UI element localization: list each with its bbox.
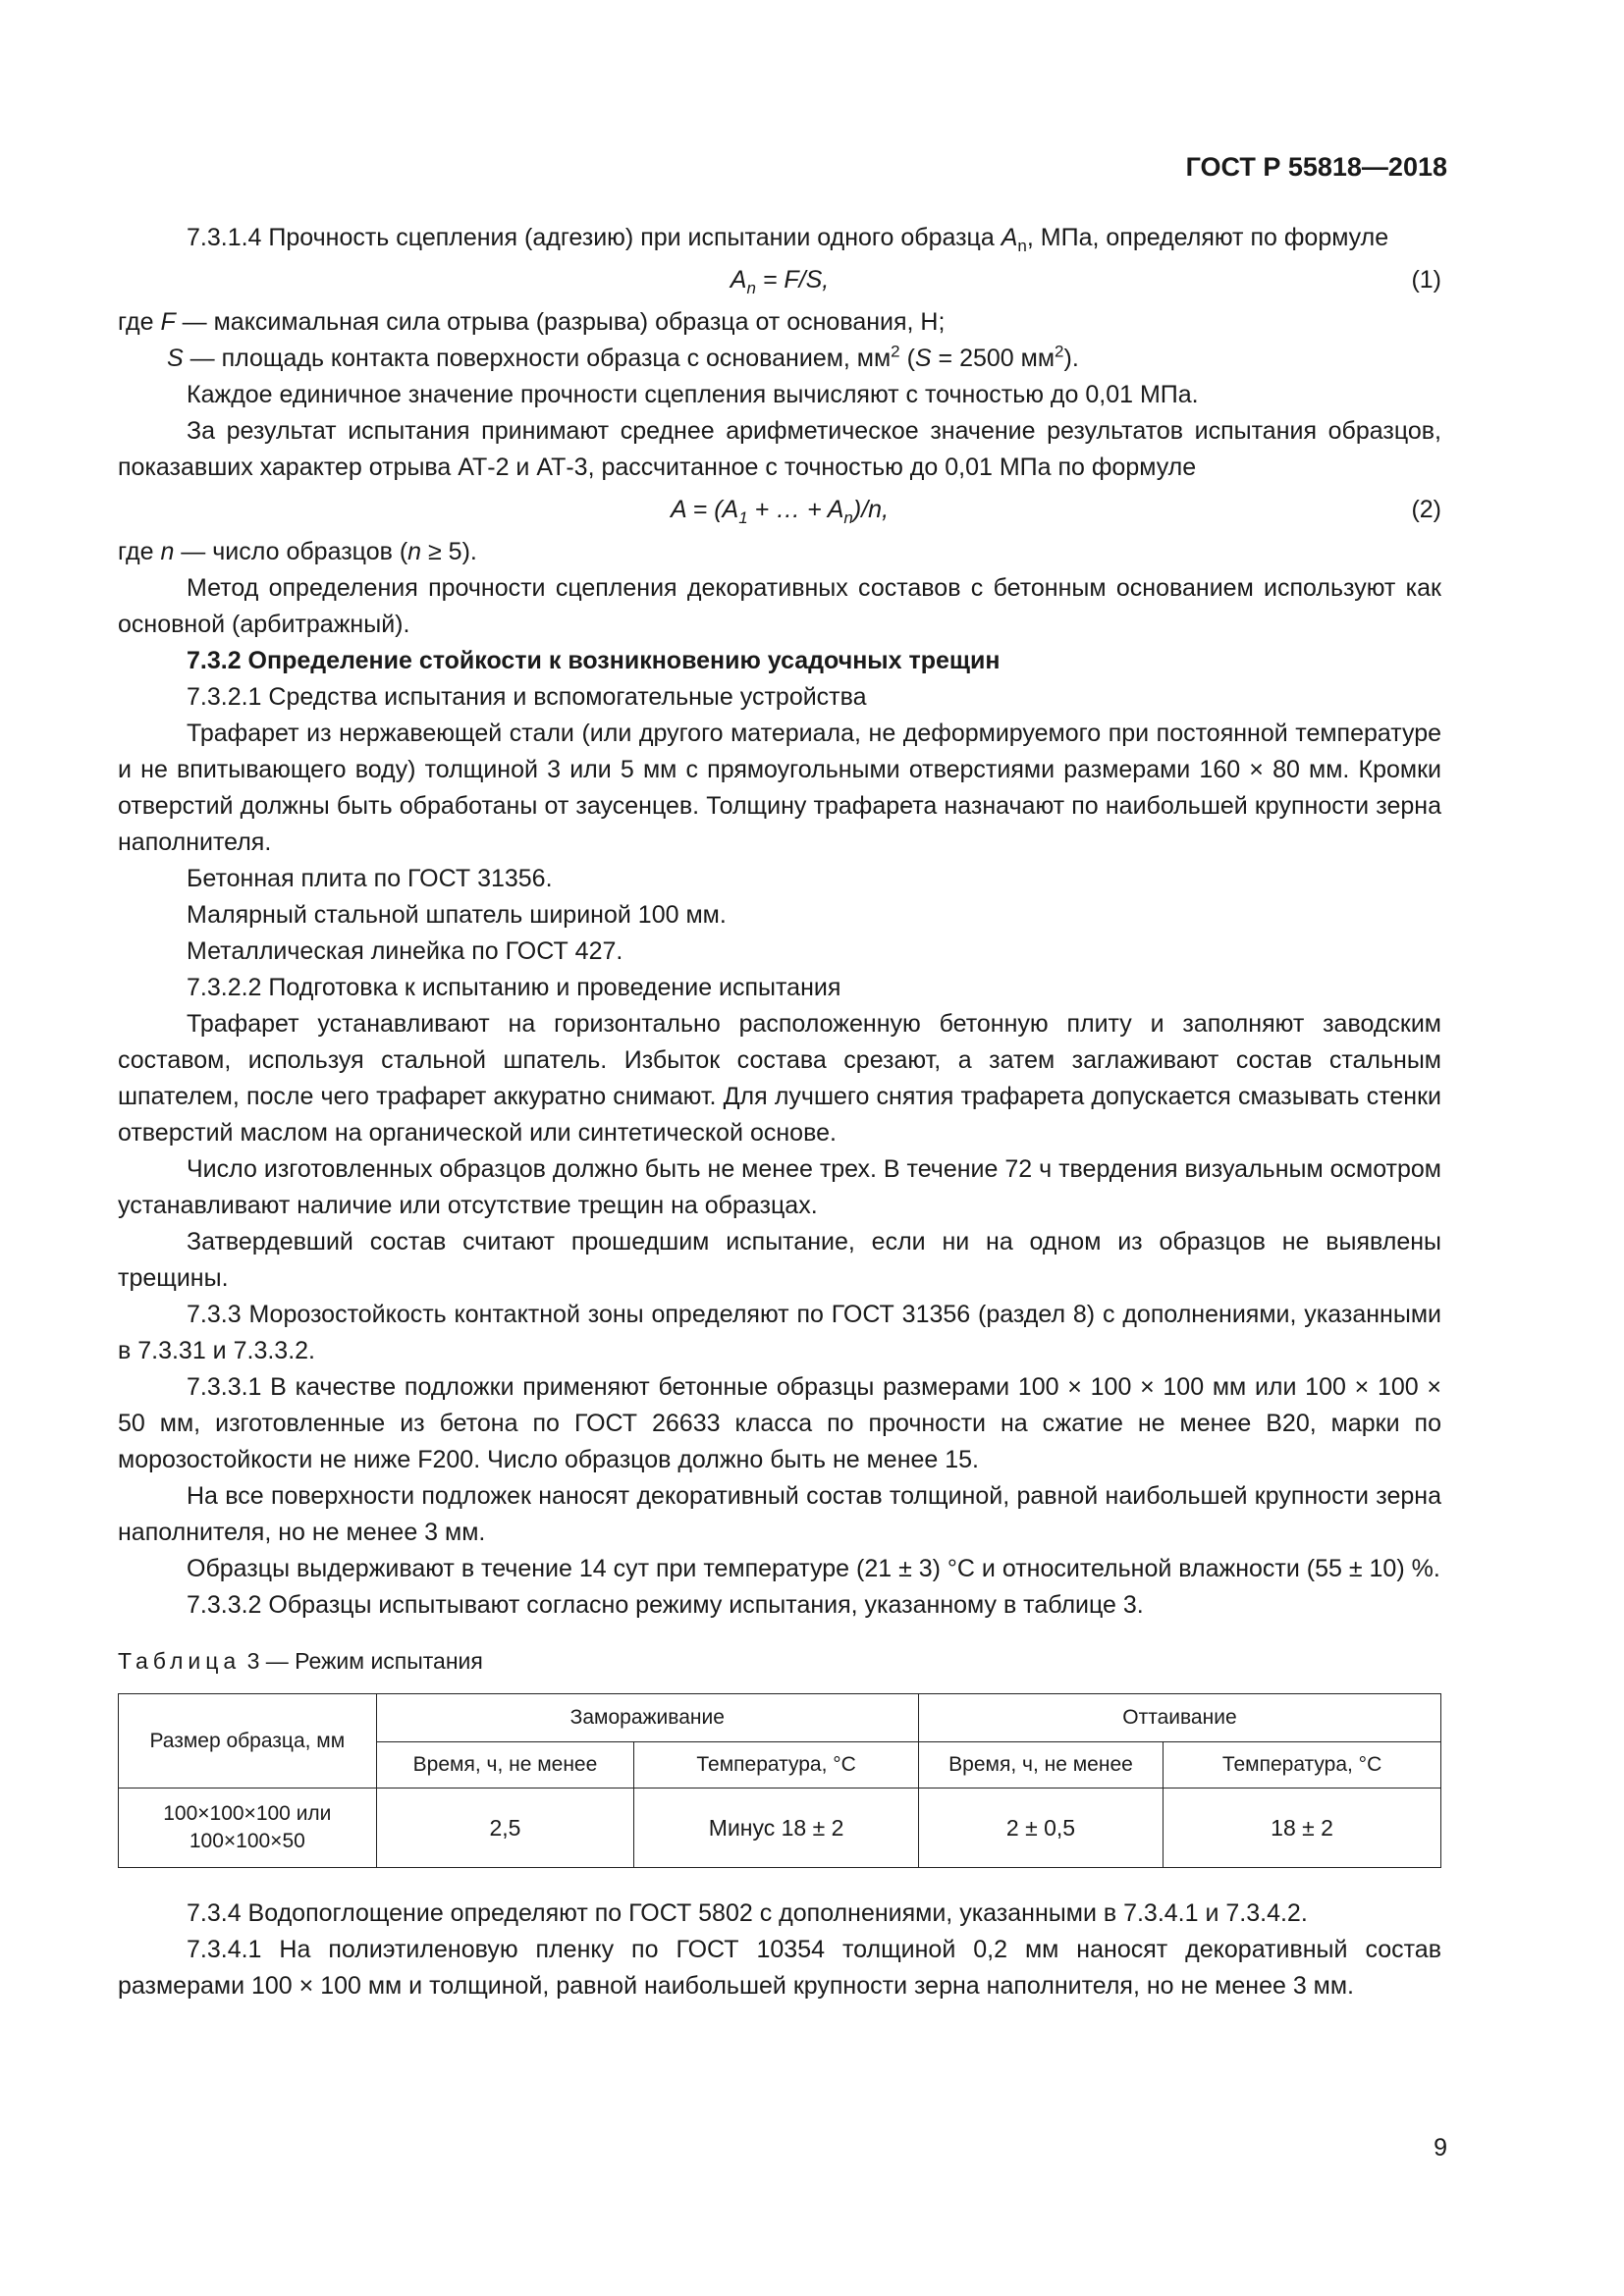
section-heading-7-3-2: 7.3.2 Определение стойкости к возникновению усадочных трещин: [187, 647, 1001, 674]
header-cell: Оттаивание: [918, 1694, 1440, 1742]
caption-text: 3 — Режим испытания: [241, 1648, 483, 1674]
subscript: 1: [738, 508, 748, 527]
text-run: — число образцов (: [174, 538, 408, 565]
where-clause-s: [118, 341, 1441, 377]
variable: S: [167, 345, 184, 372]
where-clause-n: [118, 534, 1441, 570]
paragraph: 7.3.3.2 Образцы испытывают согласно режиму испытания, указанному в таблице 3.: [187, 1591, 1144, 1619]
superscript: 2: [1055, 342, 1064, 361]
caption-label: Таблица: [118, 1648, 242, 1674]
text-run: — площадь контакта поверхности образца с основанием, мм: [183, 345, 892, 372]
table-cell: 2,5: [376, 1789, 634, 1868]
paragraph: Трафарет из нержавеющей стали (или другого материала, не деформируемого при постоянной температуре и не впитывающего воду) толщиной 3 или 5 мм с прямоугольными отверстиями размерами 160 × 80 мм. Кромки отверстий должны быть обработаны от заусенцев. Толщину трафарета назначают по наибольшей крупности зерна наполнителя.: [118, 720, 1441, 856]
text-run: ).: [1063, 345, 1079, 372]
table-row: [119, 1789, 1441, 1868]
page-number: 9: [1434, 2134, 1447, 2162]
paragraph: 7.3.2.2 Подготовка к испытанию и проведение испытания: [187, 974, 841, 1001]
table-cell: 2 ± 0,5: [918, 1789, 1163, 1868]
where-clause-f: [118, 304, 1441, 341]
header-cell: Размер образца, мм: [119, 1694, 377, 1789]
paragraph: Число изготовленных образцов должно быть не менее трех. В течение 72 ч твердения визуальным осмотром устанавливают наличие или отсутствие трещин на образцах.: [118, 1155, 1441, 1219]
header-cell: Температура, °С: [1164, 1742, 1441, 1789]
subscript: n: [843, 508, 853, 527]
formula-expression: [118, 262, 1441, 298]
text-run: — максимальная сила отрыва (разрыва) образца от основания, Н;: [175, 308, 946, 336]
variable: n: [160, 538, 175, 565]
paragraph: Метод определения прочности сцепления декоративных составов с бетонным основанием используют как основной (арбитражный).: [118, 574, 1441, 638]
formula-1: [118, 262, 1441, 298]
paragraph: Металлическая линейка по ГОСТ 427.: [187, 937, 623, 965]
text-run: (: [899, 345, 915, 372]
document-header: ГОСТ Р 55818—2018: [1185, 152, 1447, 182]
header-cell: Время, ч, не менее: [918, 1742, 1163, 1789]
paragraph: 7.3.3.1 В качестве подложки применяют бетонные образцы размерами 100 × 100 × 100 мм или 100 × 100 × 50 мм, изготовленные из бетона по ГОСТ 26633 класса по прочности на сжатие не менее В20, марки по морозостойкости не ниже F200. Число образцов должно быть не менее 15.: [118, 1373, 1441, 1473]
formula-number: (1): [1411, 266, 1441, 294]
paragraph: Образцы выдерживают в течение 14 сут при температуре (21 ± 3) °С и относительной влажности (55 ± 10) %.: [187, 1555, 1440, 1582]
text-run: , МПа, определяют по формуле: [1026, 224, 1389, 251]
paragraph: 7.3.3 Морозостойкость контактной зоны определяют по ГОСТ 31356 (раздел 8) с дополнениями, указанными в 7.3.31 и 7.3.3.2.: [118, 1301, 1441, 1364]
subscript: n: [1017, 237, 1027, 255]
paragraph: Малярный стальной шпатель шириной 100 мм.: [187, 901, 727, 929]
text-run: 7.3.1.4 Прочность сцепления (адгезию) при испытании одного образца: [187, 224, 1001, 251]
table-cell: Минус 18 ± 2: [634, 1789, 919, 1868]
paragraph: Каждое единичное значение прочности сцепления вычисляют с точностью до 0,01 МПа.: [187, 381, 1199, 408]
header-cell: Время, ч, не менее: [376, 1742, 634, 1789]
variable: F: [160, 308, 176, 336]
paragraph: 7.3.4 Водопоглощение определяют по ГОСТ 5802 с дополнениями, указанными в 7.3.4.1 и 7.3.4.2.: [187, 1899, 1308, 1927]
table-cell: 100×100×100 или 100×100×50: [119, 1789, 377, 1868]
text-run: + … + A: [747, 496, 844, 523]
superscript: 2: [891, 342, 900, 361]
paragraph: Трафарет устанавливают на горизонтально расположенную бетонную плиту и заполняют заводским составом, используя стальной шпатель. Избыток состава срезают, а затем заглаживают состав стальным шпателем, после чего трафарет аккуратно снимают. Для лучшего снятия трафарета допускается смазывать стенки отверстий маслом на органической или синтетической основе.: [118, 1010, 1441, 1147]
test-mode-table: [118, 1693, 1441, 1868]
document-body: [118, 220, 1441, 2004]
variable: A: [730, 266, 747, 294]
formula-2: [118, 492, 1441, 528]
text-run: ≥ 5).: [421, 538, 477, 565]
variable: n: [407, 538, 422, 565]
text-run: где: [118, 538, 161, 565]
paragraph: 7.3.2.1 Средства испытания и вспомогательные устройства: [187, 683, 867, 711]
variable: A: [1001, 224, 1018, 251]
formula-expression: [118, 492, 1441, 528]
header-cell: Замораживание: [376, 1694, 918, 1742]
paragraph: За результат испытания принимают среднее арифметическое значение результатов испытания образцов, показавших характер отрыва АТ-2 и АТ-3, рассчитанное с точностью до 0,01 МПа по формуле: [118, 417, 1441, 481]
paragraph: Бетонная плита по ГОСТ 31356.: [187, 865, 553, 892]
header-cell: Температура, °С: [634, 1742, 919, 1789]
paragraph: 7.3.4.1 На полиэтиленовую пленку по ГОСТ 10354 толщиной 0,2 мм наносят декоративный состав размерами 100 × 100 мм и толщиной, равной наибольшей крупности зерна наполнителя, но не менее 3 мм.: [118, 1936, 1441, 2000]
text-run: = F/S,: [755, 266, 830, 294]
subscript: n: [746, 279, 756, 297]
paragraph: На все поверхности подложек наносят декоративный состав толщиной, равной наибольшей крупности зерна наполнителя, но не менее 3 мм.: [118, 1482, 1441, 1546]
text-run: A = (A: [670, 496, 739, 523]
text-run: = 2500 мм: [931, 345, 1056, 372]
paragraph-7-3-1-4: [118, 220, 1441, 256]
formula-number: (2): [1411, 496, 1441, 523]
text-run: где: [118, 308, 161, 336]
table-cell: 18 ± 2: [1164, 1789, 1441, 1868]
table-header-row: [119, 1694, 1441, 1742]
variable: S: [914, 345, 932, 372]
text-run: )/n,: [852, 496, 890, 523]
table-caption: [118, 1643, 1441, 1680]
paragraph: Затвердевший состав считают прошедшим испытание, если ни на одном из образцов не выявлены трещины.: [118, 1228, 1441, 1292]
